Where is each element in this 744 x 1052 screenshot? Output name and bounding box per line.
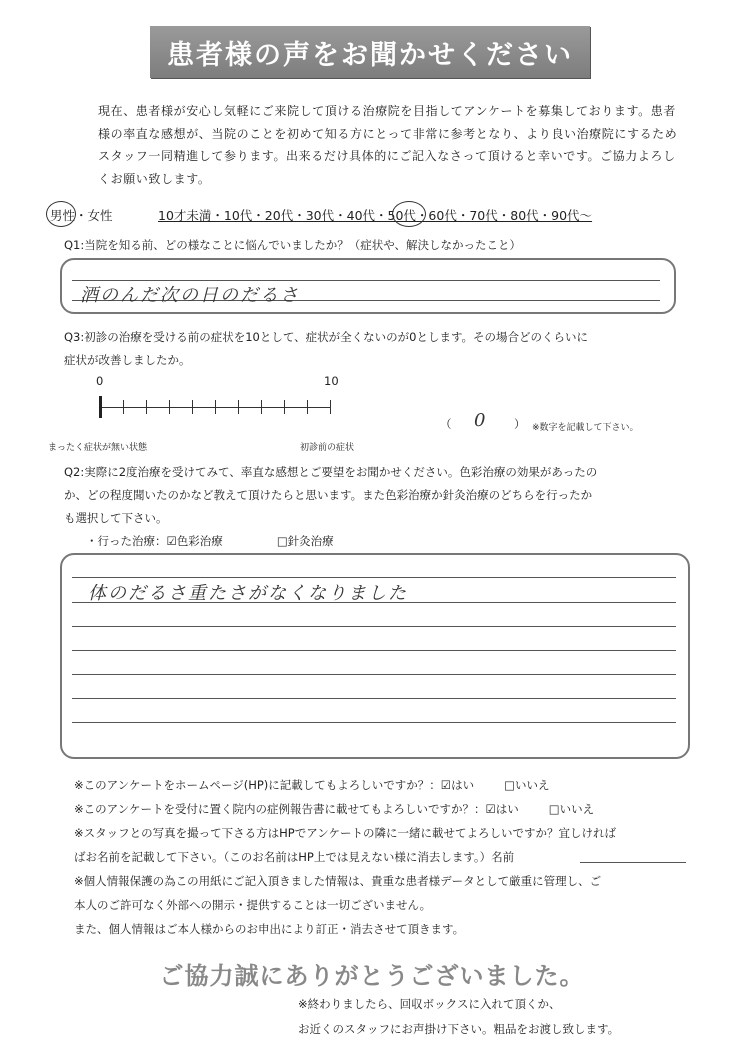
- symptom-scale[interactable]: [100, 394, 330, 422]
- age-options[interactable]: 10才未満・10代・20代・30代・40代・50代・60代・70代・80代・90代～: [158, 208, 593, 223]
- treatment-label: ・行った治療：: [86, 534, 167, 548]
- photo-note-line2: ばお名前を記載して下さい。（このお名前はHP上では見えない様に消去します。）名前: [74, 850, 515, 864]
- treatment-row: [86, 533, 334, 549]
- privacy-line2: 本人のご許可なく外部への開示・提供することは一切ございません。: [74, 898, 432, 912]
- hp-consent-no[interactable]: □いいえ: [504, 778, 550, 792]
- option-color-therapy[interactable]: ☑色彩治療: [166, 534, 223, 548]
- scale-tick: [192, 400, 193, 414]
- q1-answer-text: 酒のんだ次の日のだるさ: [80, 285, 300, 306]
- scale-tick: [215, 400, 216, 414]
- hp-consent-question: ※このアンケートをホームページ(HP)に記載してもよろしいですか？：: [74, 778, 441, 792]
- thanks-message: ご協力誠にありがとうございました。: [159, 961, 585, 990]
- report-consent-question: ※このアンケートを受付に置く院内の症例報告書に載せてもよろしいですか？：: [74, 802, 486, 816]
- q2-rule: [72, 626, 676, 627]
- scale-tick: [330, 400, 331, 414]
- scale-tick: [307, 400, 308, 414]
- q3-answer-close-paren: ）: [514, 417, 526, 431]
- gender-male[interactable]: 男性: [50, 208, 76, 223]
- scale-tick: [261, 400, 262, 414]
- q2-answer-text: 体のだるさ重たさがなくなりました: [88, 583, 408, 604]
- q3-answer-note: ※数字を記載して下さい。: [532, 423, 639, 433]
- report-consent-row: [74, 801, 594, 817]
- scale-tick: [146, 400, 147, 414]
- hp-consent-row: [74, 777, 549, 793]
- scale-tick: [123, 400, 124, 414]
- footer-line1: ※終わりましたら、回収ボックスに入れて頂くか、: [298, 997, 561, 1011]
- report-consent-no[interactable]: □いいえ: [548, 802, 595, 816]
- q3-label-line2: 症状が改善しましたか。: [64, 353, 191, 367]
- scale-tick: [284, 400, 285, 414]
- privacy-line3: また、個人情報はご本人様からのお申出により訂正・消去させて頂きます。: [74, 922, 465, 936]
- option-acupuncture[interactable]: □針灸治療: [276, 534, 334, 548]
- scale-tick: [169, 400, 170, 414]
- scale-min-label: 0: [96, 374, 104, 388]
- page-title: 患者様の声をお聞かせください: [150, 26, 590, 78]
- q2-rule: [72, 698, 676, 699]
- photo-note-line1: ※スタッフとの写真を撮って下さる方はHPでアンケートの隣に一緒に載せてよろしいですか？宜しければ: [74, 826, 617, 840]
- q2-label-line2: か、どの程度聞いたのかなど教えて頂けたらと思います。また色彩治療か針灸治療のどちらを行ったか: [64, 488, 593, 502]
- privacy-line1: ※個人情報保護の為この用紙にご記入頂きました情報は、貴重な患者様データとして厳重に管理し、ご: [74, 874, 602, 888]
- q2-rule: [72, 577, 676, 578]
- scale-max-label: 10: [324, 374, 339, 388]
- q2-rule: [72, 674, 676, 675]
- q2-label-line3: も選択して下さい。: [64, 511, 168, 525]
- footer-line2: お近くのスタッフにお声掛け下さい。粗品をお渡し致します。: [298, 1022, 620, 1036]
- q1-label: Q1:当院を知る前、どの様なことに悩んでいましたか？（症状や、解決しなかったこと）: [64, 238, 522, 252]
- intro-paragraph: 現在、患者様が安心し気軽にご来院して頂ける治療院を目指してアンケートを募集しております。患者様の率直な感想が、当院のことを初めて知る方にとって非常に参考となり、より良い治療院にするためスタッフ一同精進して参ります。出来るだけ具体的にご記入なさって頂けると幸いです。ご協力よろしくお願い致します。: [98, 104, 678, 186]
- hp-consent-yes[interactable]: ☑はい: [440, 778, 475, 792]
- q3-answer-open-paren: （: [440, 417, 452, 431]
- gender-female[interactable]: 女性: [87, 208, 113, 223]
- gender-male-circle-mark: [46, 201, 76, 227]
- scale-selected-mark: [99, 396, 102, 418]
- age-40s-circle-mark: [392, 201, 426, 227]
- q2-rule: [72, 722, 676, 723]
- scale-right-caption: 初診前の症状: [300, 443, 355, 453]
- q2-label-line1: Q2:実際に2度治療を受けてみて、率直な感想とご要望をお聞かせください。色彩治療の効果があったの: [64, 465, 598, 479]
- gender-separator: ・: [75, 208, 88, 223]
- q2-rule: [72, 650, 676, 651]
- q3-answer-value: 0: [474, 410, 488, 431]
- name-field-line[interactable]: [580, 862, 686, 863]
- report-consent-yes[interactable]: ☑はい: [485, 802, 519, 816]
- scale-tick: [238, 400, 239, 414]
- q3-label-line1: Q3:初診の治療を受ける前の症状を10として、症状が全くないのが0とします。その場合どのくらいに: [64, 330, 589, 344]
- scale-left-caption: まったく症状が無い状態: [48, 443, 148, 453]
